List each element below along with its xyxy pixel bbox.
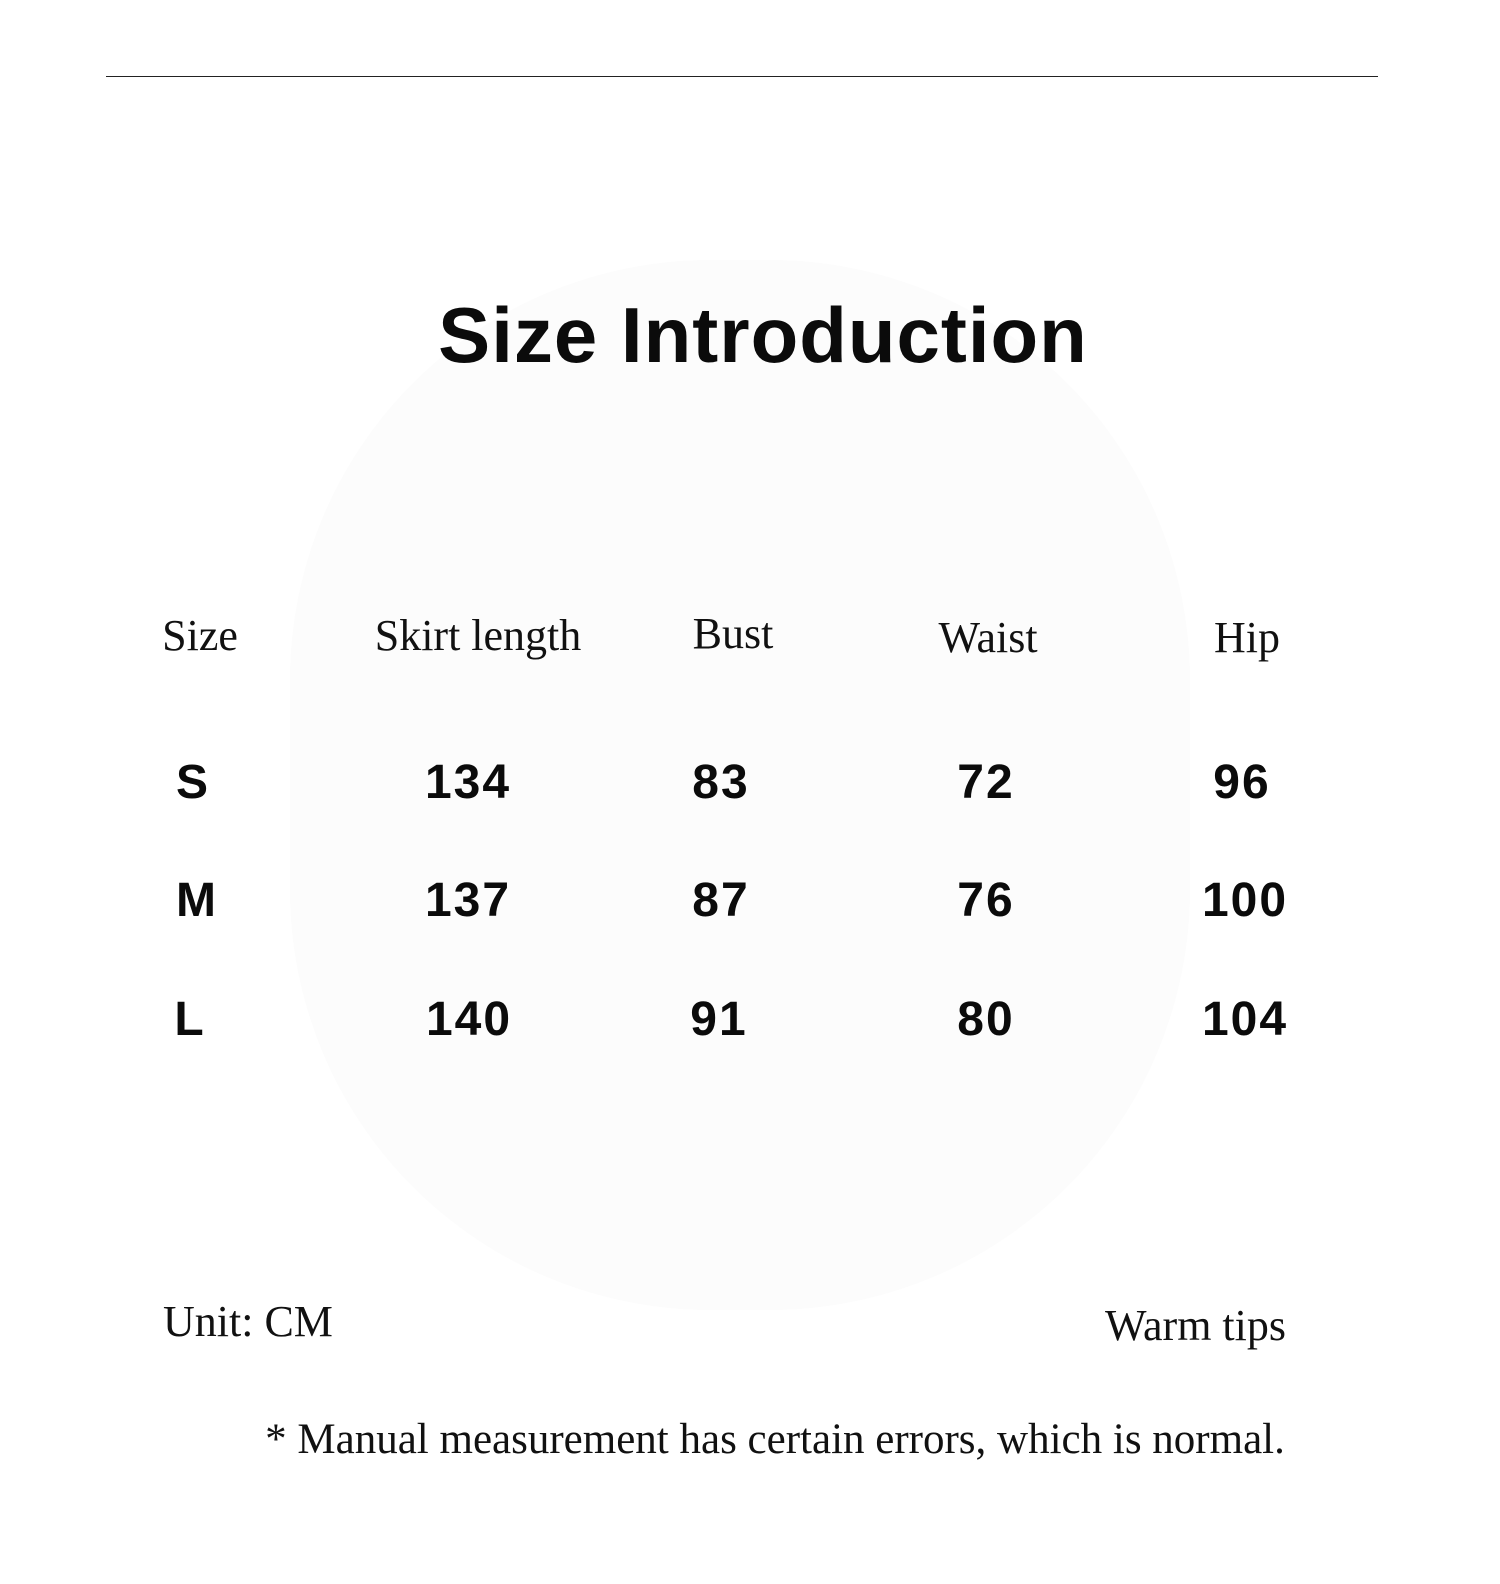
page-title: Size Introduction bbox=[438, 291, 1088, 379]
skirt-length-value: 140 bbox=[425, 993, 513, 1046]
size-label: S bbox=[175, 756, 211, 809]
column-header-size: Size bbox=[162, 611, 238, 660]
bust-value: 83 bbox=[692, 756, 750, 809]
size-label: L bbox=[174, 993, 206, 1046]
measurement-note: * Manual measurement has certain errors, which is normal. bbox=[265, 1416, 1285, 1463]
waist-value: 80 bbox=[957, 993, 1015, 1046]
hip-value: 104 bbox=[1201, 993, 1289, 1046]
top-divider bbox=[106, 76, 1378, 77]
column-header-skirt-length: Skirt length bbox=[374, 611, 582, 660]
size-label: M bbox=[176, 874, 218, 927]
skirt-length-value: 137 bbox=[424, 874, 512, 927]
warm-tips-label: Warm tips bbox=[1105, 1301, 1286, 1350]
bust-value: 87 bbox=[692, 874, 750, 927]
hip-value: 96 bbox=[1213, 756, 1271, 809]
skirt-length-value: 134 bbox=[424, 756, 512, 809]
bust-value: 91 bbox=[690, 993, 748, 1046]
column-header-waist: Waist bbox=[938, 613, 1038, 662]
column-header-bust: Bust bbox=[692, 609, 774, 658]
hip-value: 100 bbox=[1201, 874, 1289, 927]
waist-value: 72 bbox=[957, 756, 1015, 809]
unit-label: Unit: CM bbox=[163, 1297, 333, 1346]
waist-value: 76 bbox=[957, 874, 1015, 927]
column-header-hip: Hip bbox=[1214, 613, 1280, 662]
